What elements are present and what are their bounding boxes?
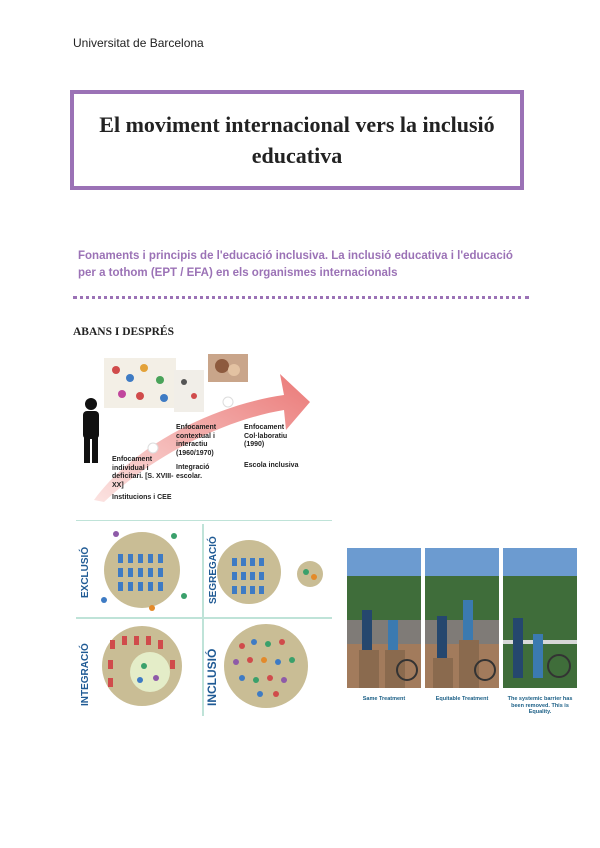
equity-figure xyxy=(347,548,577,726)
panel-equitable-treatment xyxy=(425,548,499,688)
caption-barrier-removed: The systemic barrier has been removed. This is Equality. xyxy=(507,696,573,715)
inclusion-quadrants-figure xyxy=(74,520,332,716)
caption-same-treatment: Same Treatment xyxy=(362,696,406,702)
panel-same-treatment xyxy=(347,548,421,688)
label-exclusio: EXCLUSIÓ xyxy=(80,546,91,598)
title-box xyxy=(70,90,524,190)
dotted-divider xyxy=(73,296,529,299)
stage3-label: Enfocament Col·laboratiu (1990) xyxy=(244,424,288,448)
evolution-figure xyxy=(74,350,334,510)
integration-quadrant xyxy=(102,626,182,706)
label-integracio: INTEGRACIÓ xyxy=(80,643,91,706)
document-subtitle: Fonaments i principis de l'educació inclusiva. La inclusió educativa i l'educació per a tothom (EPT / EFA) en els organismes internacionals xyxy=(78,250,513,279)
label-inclusio: INCLUSIÓ xyxy=(205,648,219,706)
caption-equitable-treatment: Equitable Treatment xyxy=(435,696,489,702)
panel-barrier-removed xyxy=(503,548,577,688)
document-title: El moviment internacional vers la inclusió educativa xyxy=(99,112,495,168)
header-institution: Universitat de Barcelona xyxy=(73,36,204,50)
section-heading: ABANS I DESPRÉS xyxy=(73,326,174,338)
stage3-detail: Escola inclusiva xyxy=(244,462,299,469)
stage2-detail: Integració escolar. xyxy=(176,464,210,480)
stage1-detail: Institucions i CEE xyxy=(112,494,172,501)
child-silhouette-icon xyxy=(83,398,99,463)
inclusion-quadrant xyxy=(224,624,308,708)
label-segregacio: SEGREGACIÓ xyxy=(208,536,219,604)
stage2-label: Enfocament contextual i interactiu (1960/1970) xyxy=(176,424,217,457)
stage1-label: Enfocament individual i deficitari. [S. XVIII- XX] xyxy=(112,456,174,489)
